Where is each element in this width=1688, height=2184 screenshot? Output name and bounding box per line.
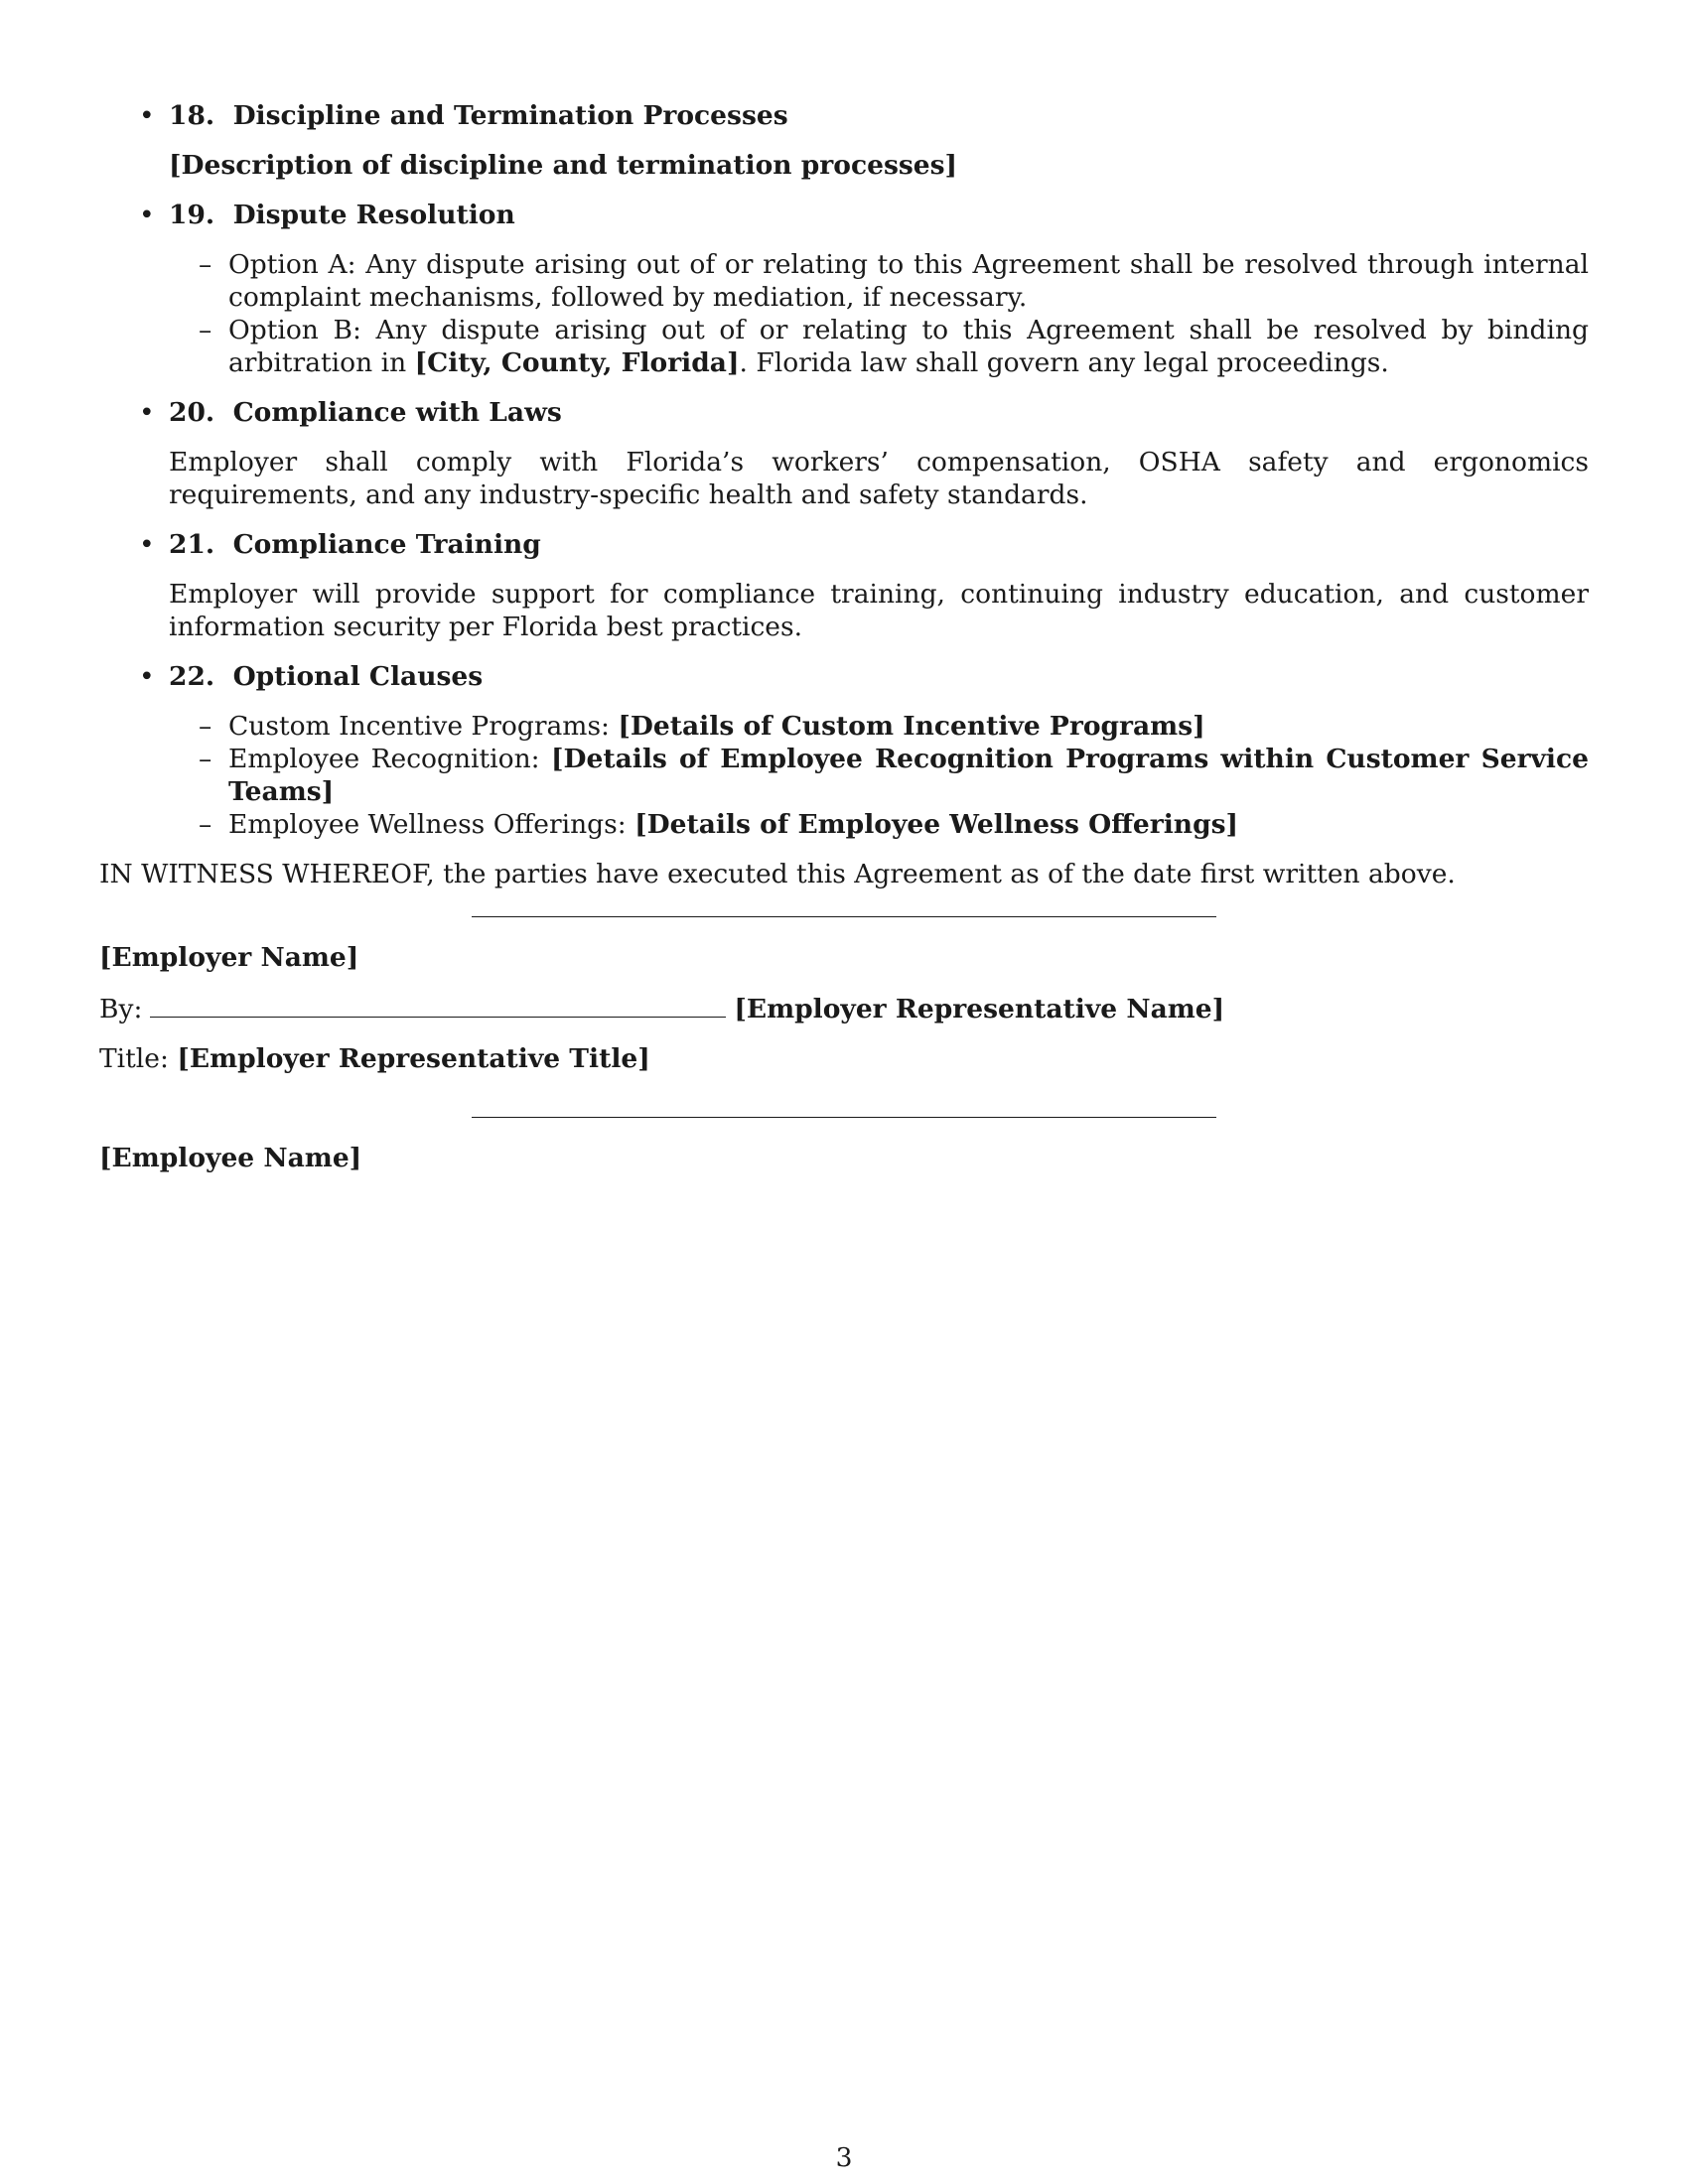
section-heading bbox=[139, 199, 1589, 231]
placeholder-text: [Details of Custom Incentive Programs] bbox=[618, 711, 1205, 742]
title-label: Title: bbox=[99, 1043, 169, 1074]
title-line bbox=[99, 1042, 1589, 1075]
placeholder-text: [Employer Name] bbox=[99, 942, 359, 973]
section-number: 18. bbox=[169, 100, 215, 131]
section-18 bbox=[99, 99, 1589, 182]
placeholder-text: [Description of discipline and termination processes] bbox=[169, 150, 958, 181]
section-title: Discipline and Termination Processes bbox=[232, 100, 788, 131]
dash-icon: – bbox=[199, 744, 212, 774]
option-text: Option A: Any dispute arising out of or relating to this Agreement shall be resolved through internal complaint mechanisms, followed by mediation, if necessary. bbox=[228, 249, 1589, 313]
clause-custom-incentive bbox=[169, 710, 1589, 743]
employee-name bbox=[99, 1142, 1589, 1174]
option-list bbox=[169, 248, 1589, 379]
placeholder-text: [Employee Name] bbox=[99, 1143, 362, 1173]
bullet-icon: • bbox=[139, 100, 155, 131]
section-22 bbox=[99, 660, 1589, 841]
bullet-icon: • bbox=[139, 661, 155, 692]
section-20 bbox=[99, 396, 1589, 511]
section-body: Employer shall comply with Florida’s workers’ compensation, OSHA safety and ergonomics requirements, and any industry-specific health and safety standards. bbox=[169, 447, 1589, 510]
section-number: 19. bbox=[169, 200, 215, 230]
clause-label: Employee Wellness Offerings: bbox=[228, 809, 635, 840]
option-a bbox=[169, 248, 1589, 314]
clause-list bbox=[169, 710, 1589, 841]
dash-icon: – bbox=[199, 249, 212, 280]
by-line bbox=[99, 991, 1589, 1025]
clause-label: Employee Recognition: bbox=[228, 744, 551, 774]
dash-icon: – bbox=[199, 809, 212, 840]
section-heading bbox=[139, 528, 1589, 561]
section-heading bbox=[139, 396, 1589, 429]
placeholder-text: [Details of Employee Wellness Offerings] bbox=[634, 809, 1239, 840]
employee-signature-line bbox=[472, 1117, 1216, 1118]
employer-signature-line bbox=[472, 916, 1216, 917]
option-text: Option B: Any dispute arising out of or relating to this Agreement shall be resolved by binding arbitration in bbox=[228, 315, 1589, 378]
clause-employee-wellness bbox=[169, 808, 1589, 841]
dash-icon: – bbox=[199, 315, 212, 345]
by-label: By: bbox=[99, 994, 143, 1024]
section-heading bbox=[139, 660, 1589, 693]
placeholder-text: [City, County, Florida] bbox=[414, 347, 740, 378]
section-body: Employer will provide support for compliance training, continuing industry education, and customer information security per Florida best practices. bbox=[169, 579, 1589, 642]
option-text: . Florida law shall govern any legal proceedings. bbox=[739, 347, 1389, 378]
bullet-icon: • bbox=[139, 200, 155, 230]
clause-label: Custom Incentive Programs: bbox=[228, 711, 619, 742]
placeholder-text: [Employer Representative Name] bbox=[734, 994, 1225, 1024]
option-b bbox=[169, 314, 1589, 379]
section-number: 21. bbox=[169, 529, 215, 560]
witness-statement: IN WITNESS WHEREOF, the parties have executed this Agreement as of the date first written above. bbox=[99, 859, 1456, 889]
section-21 bbox=[99, 528, 1589, 643]
section-title: Optional Clauses bbox=[232, 661, 484, 692]
by-signature-blank bbox=[150, 991, 726, 1018]
section-heading bbox=[139, 99, 1589, 132]
bullet-icon: • bbox=[139, 529, 155, 560]
section-title: Dispute Resolution bbox=[232, 200, 515, 230]
clause-employee-recognition bbox=[169, 743, 1589, 808]
page-number: 3 bbox=[835, 2142, 853, 2173]
section-title: Compliance Training bbox=[232, 529, 541, 560]
placeholder-text: [Employer Representative Title] bbox=[177, 1043, 650, 1074]
dash-icon: – bbox=[199, 711, 212, 742]
document-page bbox=[99, 99, 1589, 1174]
section-19 bbox=[99, 199, 1589, 379]
section-title: Compliance with Laws bbox=[232, 397, 562, 428]
section-number: 20. bbox=[169, 397, 215, 428]
employer-name bbox=[99, 941, 1589, 974]
section-body bbox=[169, 149, 1589, 182]
bullet-icon: • bbox=[139, 397, 155, 428]
placeholder-text: [Details of Employee Recognition Programs within Customer Service Teams] bbox=[228, 744, 1589, 807]
section-number: 22. bbox=[169, 661, 215, 692]
